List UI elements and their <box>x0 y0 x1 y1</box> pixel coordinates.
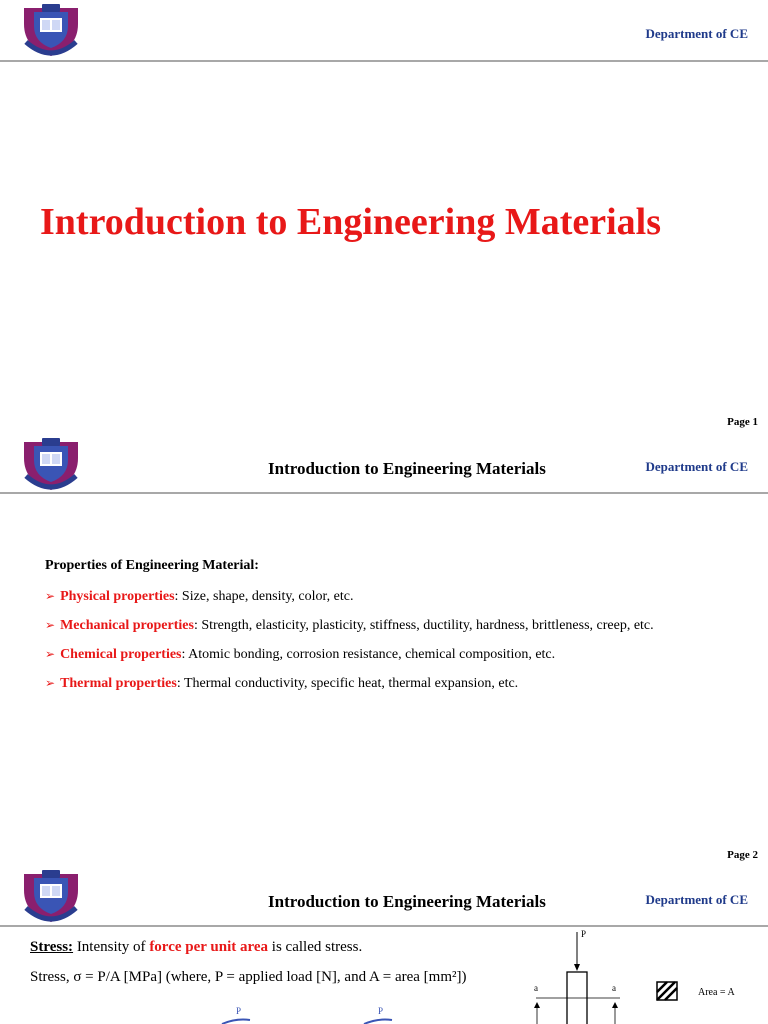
property-name: Mechanical properties <box>60 618 194 633</box>
load-label: P <box>581 929 587 939</box>
lower-load-left-arrow <box>222 1020 250 1024</box>
slide-title: Introduction to Engineering Materials <box>40 201 662 243</box>
stress-def-pre: Intensity of <box>73 939 150 955</box>
property-desc: : Size, shape, density, color, etc. <box>174 589 354 604</box>
section-arrow-left-icon <box>534 1002 540 1008</box>
stress-def-post: is called stress. <box>268 939 363 955</box>
department-label: Department of CE <box>645 892 748 907</box>
properties-heading: Properties of Engineering Material: <box>45 558 259 573</box>
arrow-bullet-icon: ➢ <box>45 647 56 661</box>
arrow-bullet-icon: ➢ <box>45 676 56 690</box>
stress-formula: Stress, σ = P/A [MPa] (where, P = applied load [N], and A = area [mm²]) <box>30 969 467 985</box>
lower-load-diagram <box>200 1002 440 1024</box>
property-name: Physical properties <box>60 589 175 604</box>
property-name: Chemical properties <box>60 647 182 662</box>
property-name: Thermal properties <box>60 676 177 691</box>
department-label: Department of CE <box>645 26 748 41</box>
lower-load-right: P <box>378 1006 384 1016</box>
department-label: Department of CE <box>645 459 748 474</box>
arrow-bullet-icon: ➢ <box>45 589 56 603</box>
stress-def-highlight: force per unit area <box>149 939 269 955</box>
lower-load-left: P <box>236 1006 242 1016</box>
property-desc: : Atomic bonding, corrosion resistance, chemical composition, etc. <box>181 647 556 662</box>
university-logo <box>20 868 82 924</box>
stress-term: Stress: <box>30 939 74 955</box>
area-label: Area = A <box>698 987 735 998</box>
page-number: Page 1 <box>727 416 758 428</box>
stress-definition <box>30 939 362 956</box>
property-desc: : Strength, elasticity, plasticity, stiffness, ductility, hardness, brittleness, creep, etc. <box>193 618 654 633</box>
property-desc: : Thermal conductivity, specific heat, thermal expansion, etc. <box>176 676 519 691</box>
hatched-area-icon <box>657 982 677 1000</box>
header-title: Introduction to Engineering Materials <box>268 459 546 478</box>
load-arrowhead-icon <box>574 964 580 971</box>
section-arrow-right-icon <box>612 1002 618 1008</box>
lower-load-right-arrow <box>364 1020 392 1024</box>
header-title: Introduction to Engineering Materials <box>268 892 546 911</box>
page-number: Page 2 <box>727 849 758 861</box>
stress-diagram <box>520 926 760 1024</box>
arrow-bullet-icon: ➢ <box>45 618 56 632</box>
section-label-right: a <box>612 983 616 993</box>
section-label-left: a <box>534 983 538 993</box>
